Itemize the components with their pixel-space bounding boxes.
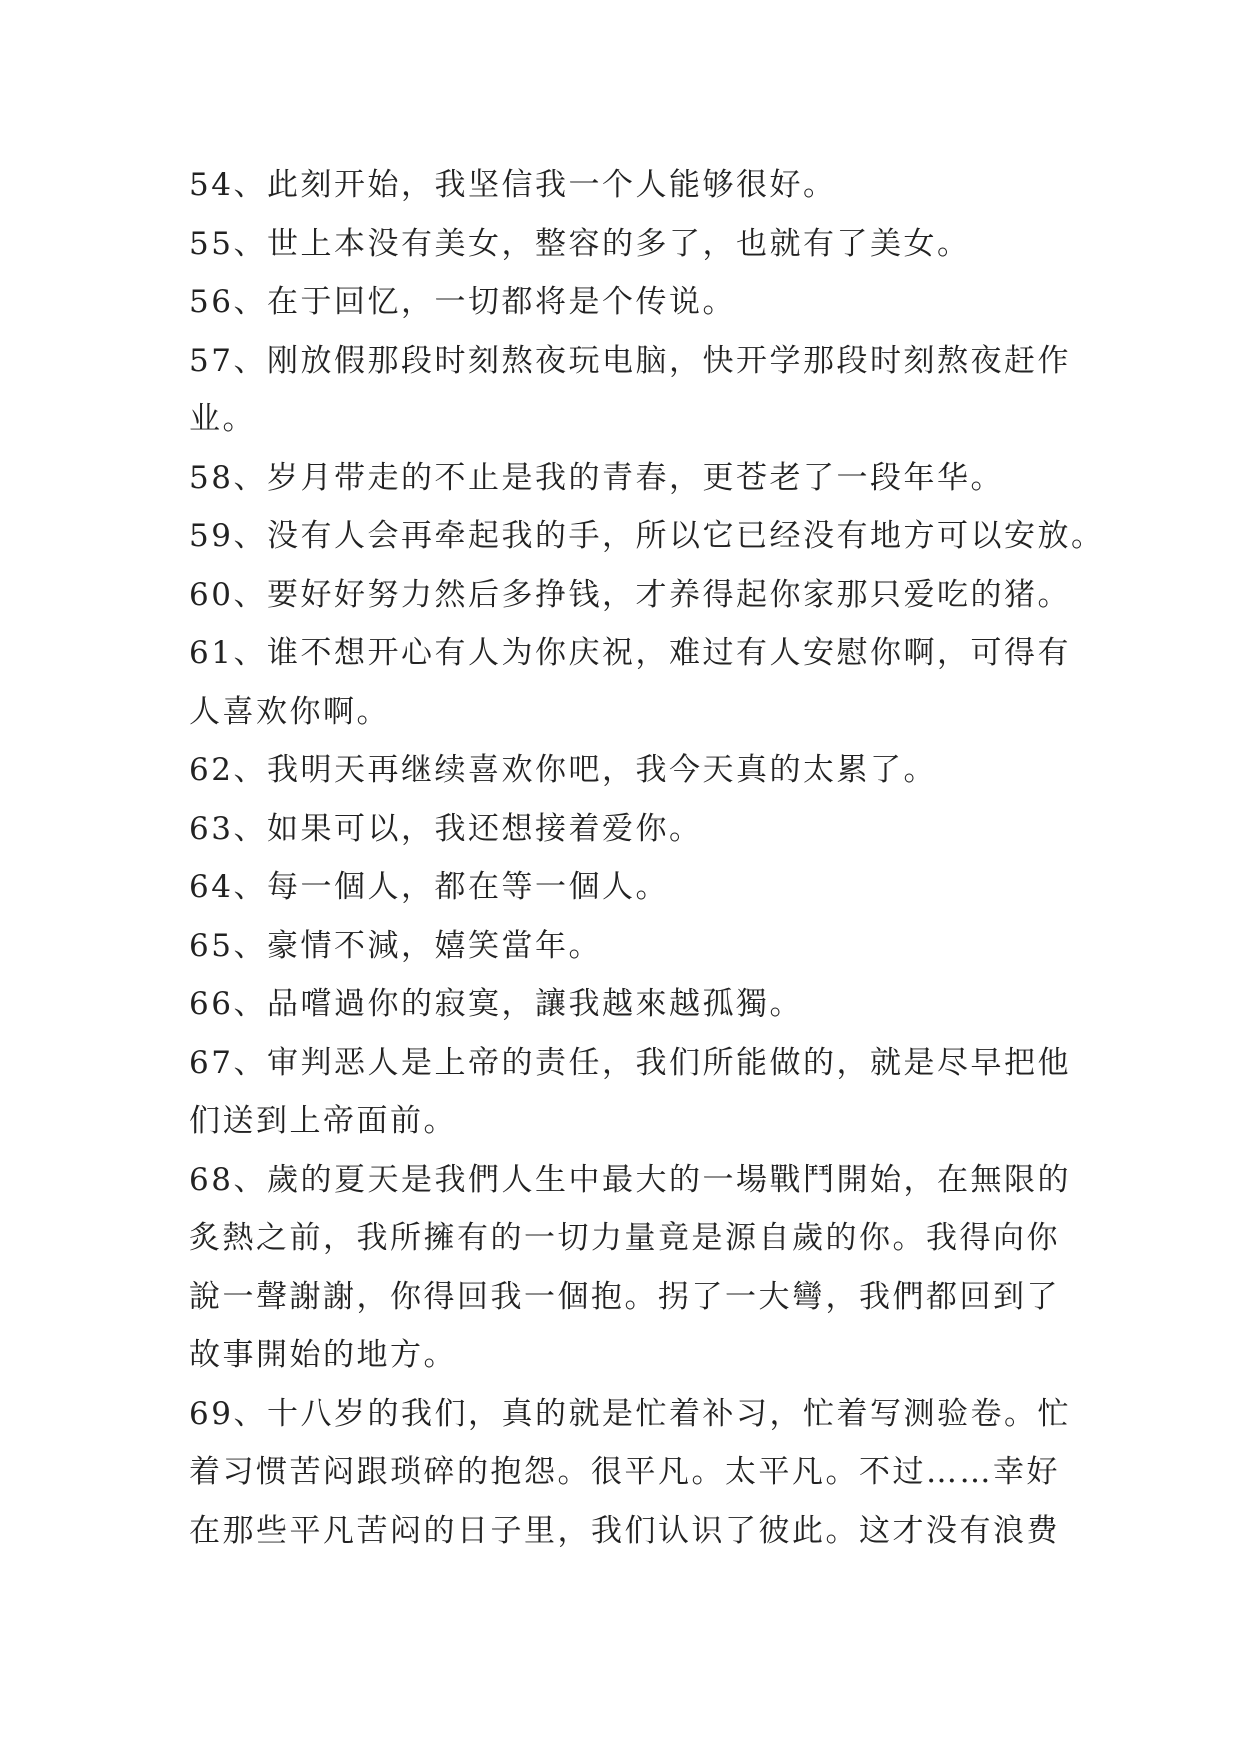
text-line: 54、此刻开始，我坚信我一个人能够很好。 bbox=[189, 167, 837, 203]
text-line: 56、在于回忆，一切都将是个传说。 bbox=[189, 284, 736, 320]
text-line: 60、要好好努力然后多挣钱，才养得起你家那只爱吃的猪。 bbox=[189, 576, 1071, 613]
text-line: 61、谁不想开心有人为你庆祝，难过有人安慰你啊，可得有 bbox=[189, 635, 1071, 671]
text-line: 67、审判恶人是上帝的责任，我们所能做的，就是尽早把他 bbox=[189, 1044, 1071, 1081]
text-line: 们送到上帝面前。 bbox=[189, 1103, 457, 1139]
text-line: 63、如果可以，我还想接着爱你。 bbox=[189, 810, 703, 847]
text-line: 在那些平凡苦闷的日子里，我们认识了彼此。这才没有浪费 bbox=[189, 1512, 1060, 1549]
text-line: 68、歲的夏天是我們人生中最大的一場戰鬥開始，在無限的 bbox=[189, 1161, 1071, 1198]
text-line: 69、十八岁的我们，真的就是忙着补习，忙着写测验卷。忙 bbox=[189, 1395, 1071, 1432]
text-line: 65、豪情不減，嬉笑當年。 bbox=[189, 927, 602, 964]
text-line: 57、刚放假那段时刻熬夜玩电脑，快开学那段时刻熬夜赶作 bbox=[189, 342, 1071, 379]
text-line: 故事開始的地方。 bbox=[189, 1337, 457, 1373]
text-line: 62、我明天再继续喜欢你吧，我今天真的太累了。 bbox=[189, 752, 937, 788]
text-line: 55、世上本没有美女，整容的多了，也就有了美女。 bbox=[189, 225, 971, 262]
text-line: 64、每一個人，都在等一個人。 bbox=[189, 869, 669, 905]
text-line: 58、岁月带走的不止是我的青春，更苍老了一段年华。 bbox=[189, 459, 1004, 496]
document-body bbox=[189, 156, 1105, 1560]
text-line: 66、品嚐過你的寂寞，讓我越來越孤獨。 bbox=[189, 986, 803, 1022]
text-line: 人喜欢你啊。 bbox=[189, 693, 390, 730]
text-line: 炙熱之前，我所擁有的一切力量竟是源自歲的你。我得向你 bbox=[189, 1220, 1060, 1256]
text-line: 业。 bbox=[189, 401, 256, 437]
text-line: 59、没有人会再牵起我的手，所以它已经没有地方可以安放。 bbox=[189, 518, 1105, 554]
text-line: 着习惯苦闷跟琐碎的抱怨。很平凡。太平凡。不过……幸好 bbox=[189, 1454, 1060, 1490]
text-line: 說一聲謝謝，你得回我一個抱。拐了一大彎，我們都回到了 bbox=[189, 1278, 1060, 1315]
